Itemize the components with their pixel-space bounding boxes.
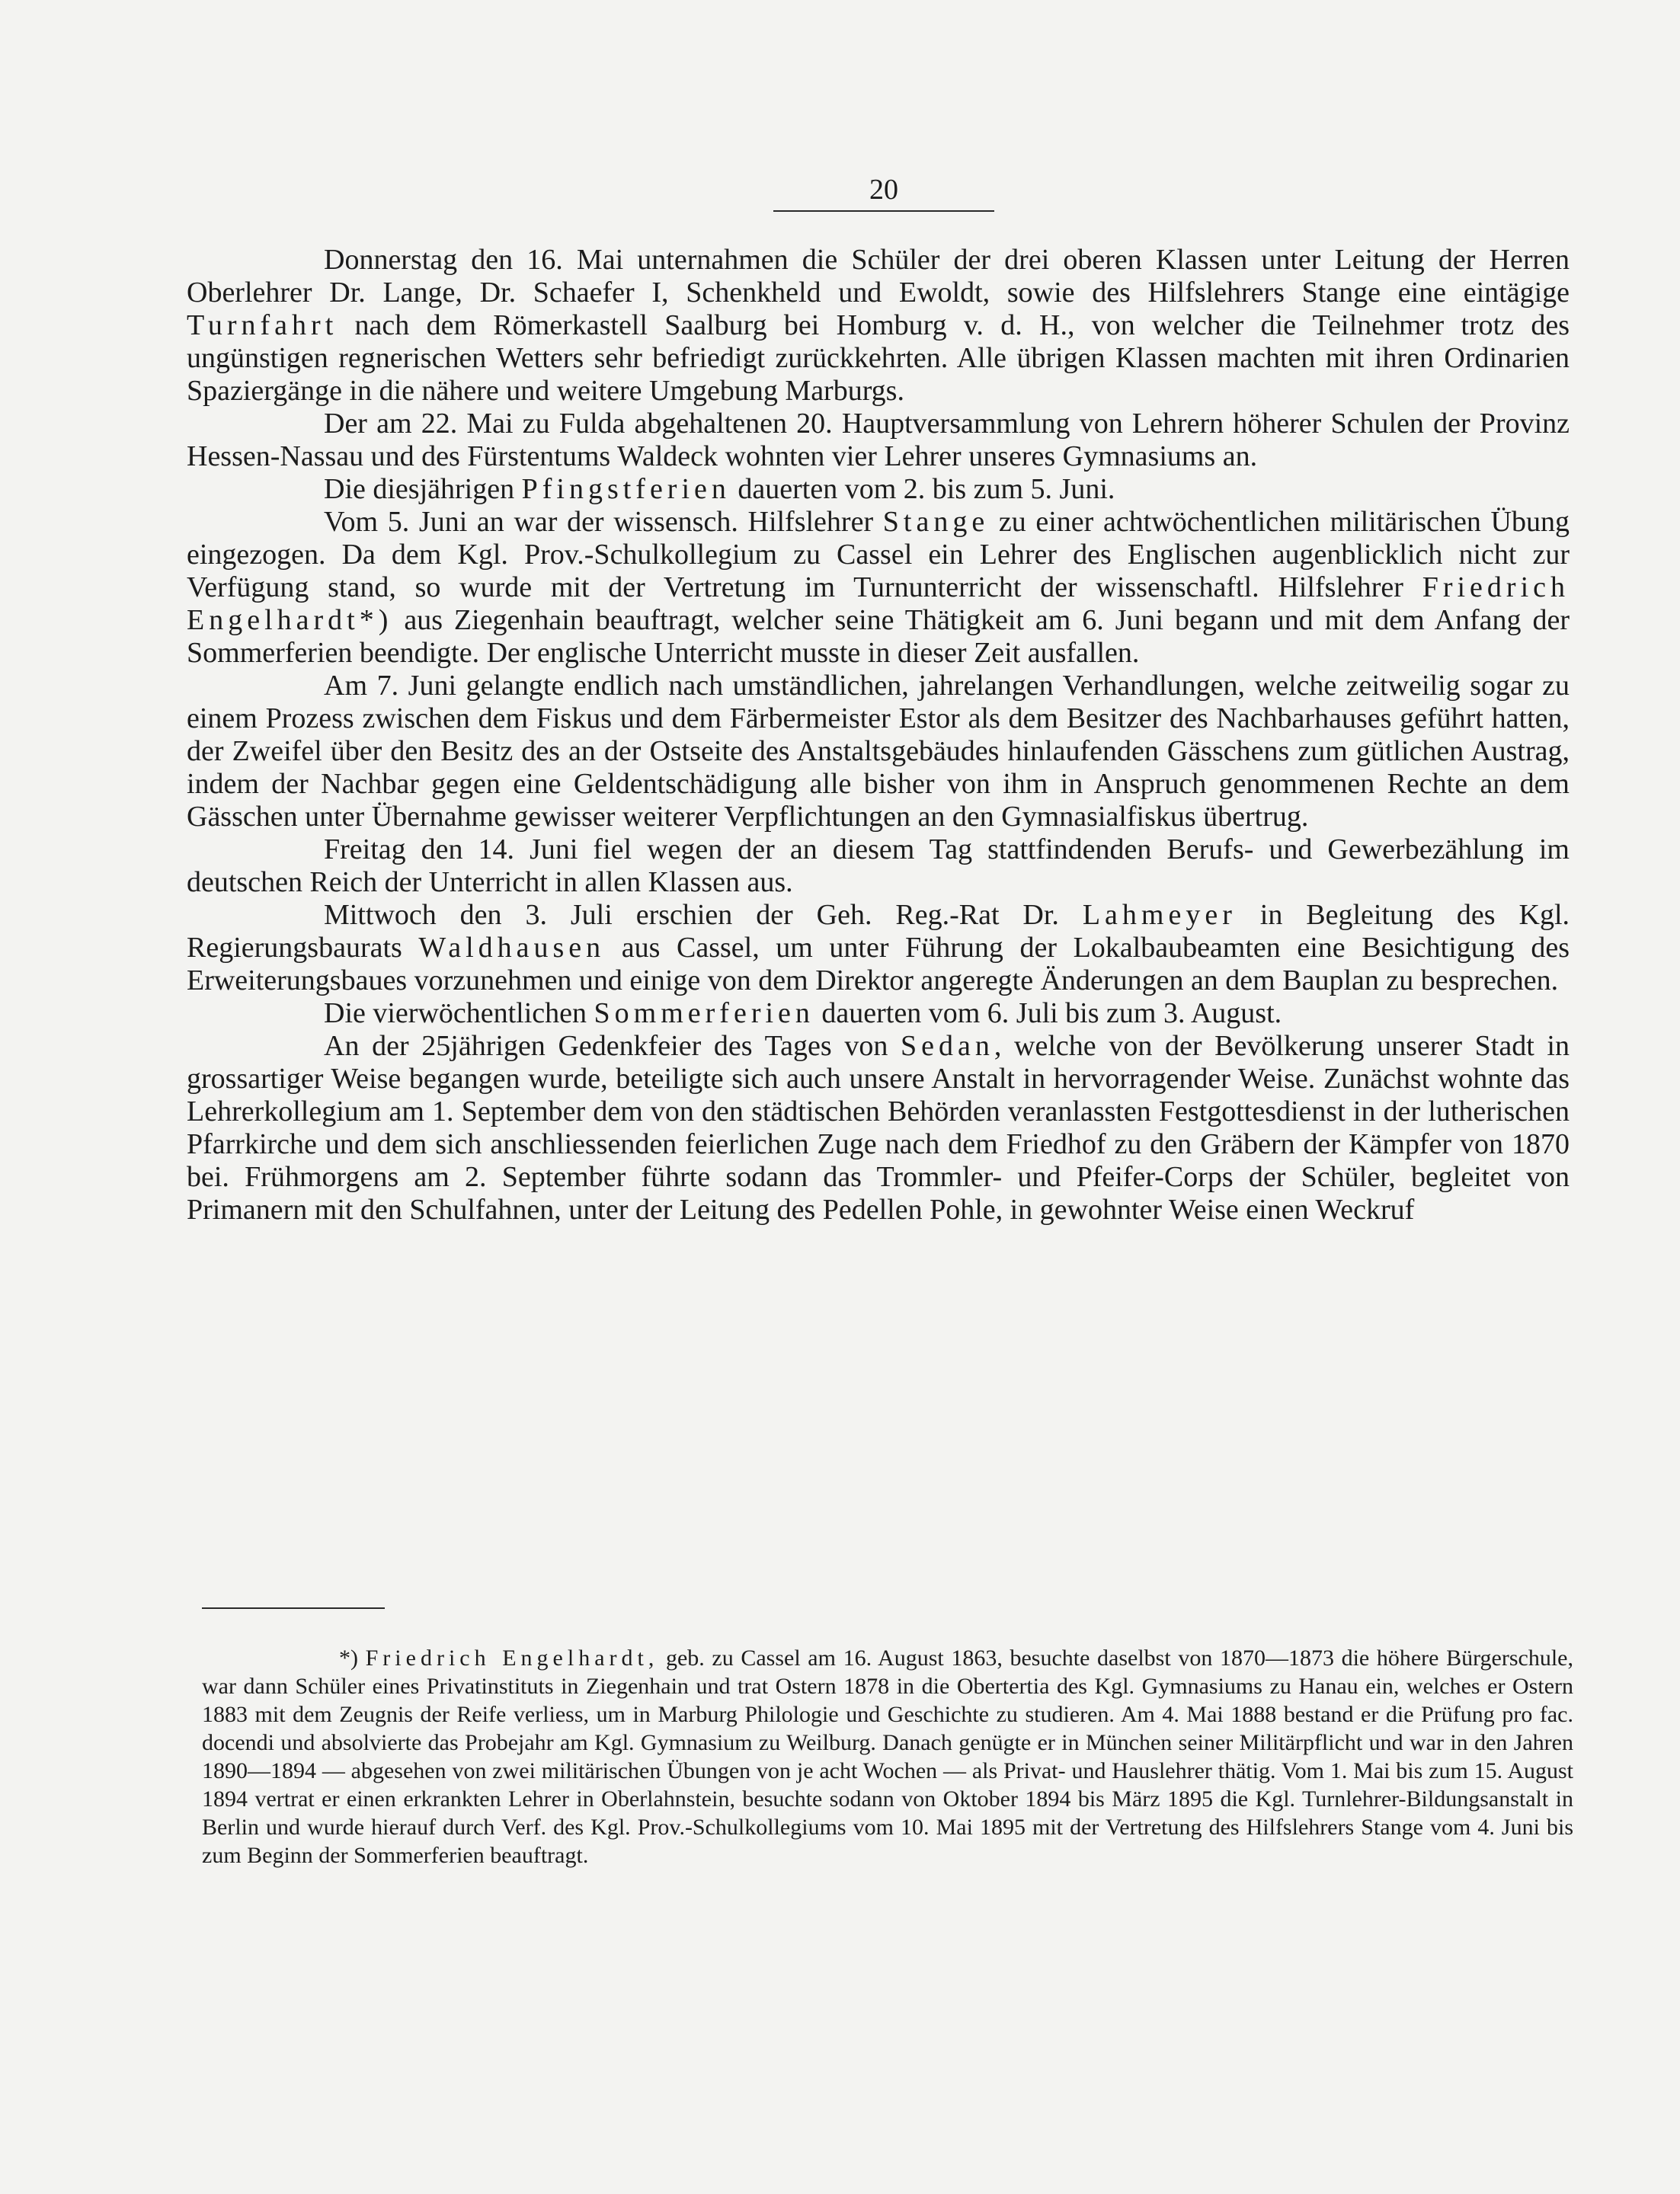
paragraph-gewerbezaehlung: Freitag den 14. Juni fiel wegen der an diesem Tag stattfindenden Berufs- und Gewerbezählung im deutschen Reich der Unterricht in allen Klassen aus. (187, 833, 1570, 898)
footnote-marker: *) (339, 1646, 358, 1671)
spaced-term: Turnfahrt (187, 309, 338, 341)
paragraph-besichtigung: Mittwoch den 3. Juli erschien der Geh. Reg.-Rat Dr. Lahmeyer in Begleitung des Kgl. Regierungsbaurats Waldhausen aus Cassel, um unter Führung der Lokalbaubeamten eine Besichtigung des Erweiterungsbaues vorzunehmen und einige von dem Direktor angeregte Änderungen an dem Bauplan zu besprechen. (187, 899, 1570, 996)
footnote-name: Friedrich Engelhardt, (365, 1646, 659, 1671)
footnote-text: *) Friedrich Engelhardt, geb. zu Cassel am 16. August 1863, besuchte daselbst von 1870—1873 die höhere Bürgerschule, war dann Schüler eines Privatinstituts in Ziegenhain und trat Ostern 1878 in die Obertertia des Kgl. Gymnasiums zu Hanau ein, welches er Ostern 1883 mit dem Zeugnis der Reife verliess, um in Marburg Philologie und Geschichte zu studieren. Am 4. Mai 1888 bestand er die Prüfung pro fac. docendi und absolvierte das Probejahr am Kgl. Gymnasium zu Weilburg. Danach genügte er in München seiner Militärpflicht und war in den Jahren 1890—1894 — abgesehen von zwei militärischen Übungen von je acht Wochen — als Privat- und Hauslehrer thätig. Vom 1. Mai bis zum 15. August 1894 vertrat er einen erkrankten Lehrer in Oberlahnstein, besuchte sodann von Oktober 1894 bis März 1895 die Kgl. Turnlehrer-Bildungsanstalt in Berlin und wurde hierauf durch Verf. des Kgl. Prov.-Schulkollegiums vom 10. Mai 1895 mit der Vertretung des Hilfslehrers Stange vom 4. Juni bis zum Beginn der Sommerferien beauftragt. (202, 1646, 1573, 1868)
spaced-term: Lahmeyer (1082, 899, 1237, 931)
spaced-term: Sommerferien (594, 997, 814, 1029)
spaced-term: Sedan (901, 1030, 994, 1062)
paragraph-sommerferien: Die vierwöchentlichen Sommerferien dauerten vom 6. Juli bis zum 3. August. (324, 997, 1282, 1029)
paragraph-hauptversammlung: Der am 22. Mai zu Fulda abgehaltenen 20. Hauptversammlung von Lehrern höherer Schulen der Provinz Hessen-Nassau und des Fürstentums Waldeck wohnten vier Lehrer unseres Gymnasiums an. (187, 408, 1570, 472)
paragraph-pfingstferien: Die diesjährigen Pfingstferien dauerten vom 2. bis zum 5. Juni. (324, 473, 1115, 505)
header-rule (773, 210, 994, 212)
page-number: 20 (869, 174, 898, 206)
spaced-term: Pfingstferien (521, 473, 731, 505)
paragraph-turnfahrt: Donnerstag den 16. Mai unternahmen die Schüler der drei oberen Klassen unter Leitung der Herren Oberlehrer Dr. Lange, Dr. Schaefer I, Schenkheld und Ewoldt, sowie des Hilfslehrers Stange eine eintägige Turnfahrt nach dem Römerkastell Saalburg bei Homburg v. d. H., von welcher die Teilnehmer trotz des ungünstigen regnerischen Wetters sehr befriedigt zurückkehrten. Alle übrigen Klassen machten mit ihren Ordinarien Spaziergänge in die nähere und weitere Umgebung Marburgs. (187, 244, 1570, 407)
footnote-rule (202, 1607, 385, 1609)
paragraph-stange: Vom 5. Juni an war der wissensch. Hilfslehrer Stange zu einer achtwöchentlichen militärischen Übung eingezogen. Da dem Kgl. Prov.-Schulkollegium zu Cassel ein Lehrer des Englischen augenblicklich nicht zur Verfügung stand, so wurde mit der Vertretung im Turnunterricht der wissenschaftl. Hilfslehrer Friedrich Engelhardt*) aus Ziegenhain beauftragt, welcher seine Thätigkeit am 6. Juni begann und mit dem Anfang der Sommerferien beendigte. Der englische Unterricht musste in dieser Zeit ausfallen. (187, 506, 1570, 669)
body-text (187, 244, 1570, 1227)
footnote (202, 1644, 1573, 1869)
spaced-term: Friedrich Engelhardt*) (187, 571, 1570, 636)
paragraph-gaesschen: Am 7. Juni gelangte endlich nach umständlichen, jahrelangen Verhandlungen, welche zeitweilig sogar zu einem Prozess zwischen dem Fiskus und dem Färbermeister Estor als dem Besitzer des Nachbarhauses geführt hatten, der Zweifel über den Besitz des an der Ostseite des Anstaltsgebäudes hinlaufenden Gässchens zum gütlichen Austrag, indem der Nachbar gegen eine Geldentschädigung alle bisher von ihm in Anspruch genommenen Rechte an dem Gässchen unter Übernahme gewisser weiterer Verpflichtungen an den Gymnasialfiskus übertrug. (187, 670, 1570, 833)
spaced-term: Stange (882, 506, 990, 538)
page-header (773, 172, 994, 212)
spaced-term: Waldhausen (418, 932, 606, 964)
paragraph-sedanfeier: An der 25jährigen Gedenkfeier des Tages von Sedan, welche von der Bevölkerung unserer Stadt in grossartiger Weise begangen wurde, beteiligte sich auch unsere Anstalt in hervorragender Weise. Zunächst wohnte das Lehrerkollegium am 1. September dem von den städtischen Behörden veranlassten Festgottesdienst in der lutherischen Pfarrkirche und dem sich anschliessenden feierlichen Zuge nach dem Friedhof zu den Gräbern der Kämpfer von 1870 bei. Frühmorgens am 2. September führte sodann das Trommler- und Pfeifer-Corps der Schüler, begleitet von Primanern mit den Schulfahnen, unter der Leitung des Pedellen Pohle, in gewohnter Weise einen Weckruf (187, 1030, 1570, 1226)
